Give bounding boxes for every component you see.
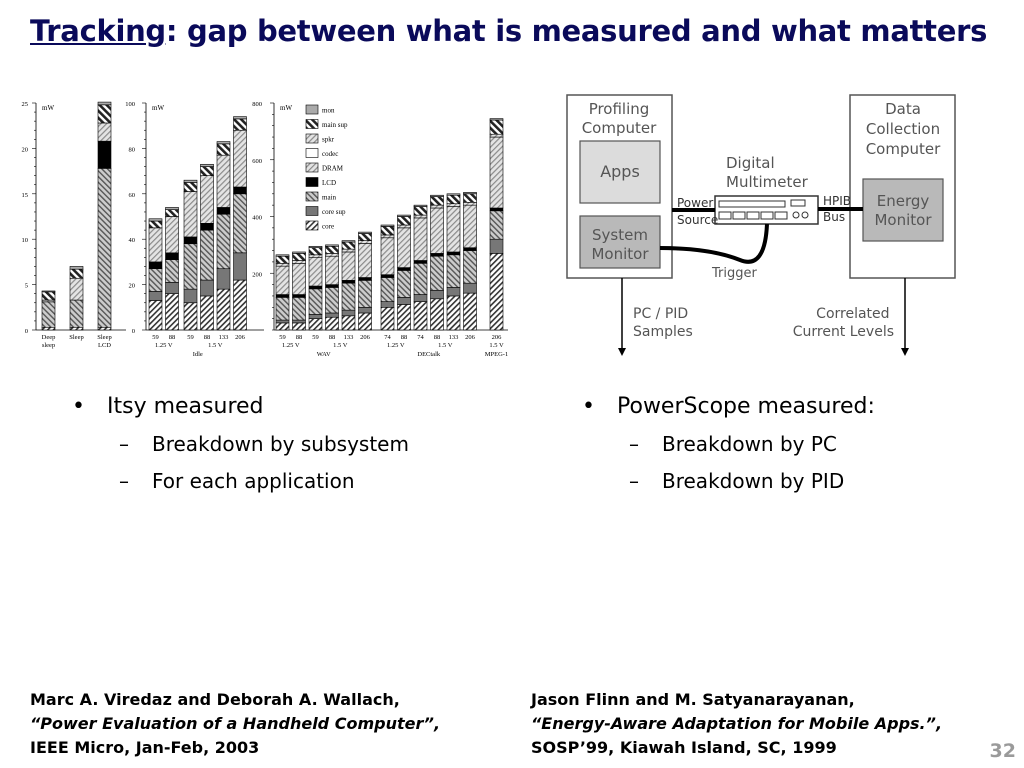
bar-segment-core bbox=[431, 299, 444, 330]
power-source-label-1: Power bbox=[677, 196, 714, 210]
y-tick-label: 10 bbox=[21, 237, 28, 245]
bar-segment-core-sup bbox=[217, 269, 230, 289]
list-item: – Breakdown by PID bbox=[629, 469, 845, 493]
bar-segment-main-sup bbox=[70, 269, 83, 278]
bar-segment-core-sup bbox=[309, 314, 322, 318]
bar-segment-main-sup bbox=[276, 256, 289, 263]
bar-segment-DRAM bbox=[309, 258, 322, 286]
y-tick-label: 0 bbox=[24, 328, 28, 335]
bar-segment-core-sup bbox=[464, 283, 477, 293]
legend-swatch bbox=[306, 207, 318, 216]
bar-segment-mon bbox=[342, 241, 355, 242]
bar-segment-core bbox=[398, 304, 411, 330]
bar-segment-mon bbox=[149, 219, 162, 221]
bar-segment-LCD bbox=[381, 275, 394, 278]
bar-segment-mon bbox=[201, 164, 214, 166]
x-group-label: 1.25 V bbox=[386, 342, 405, 349]
bar-segment-main bbox=[184, 244, 197, 289]
bar-segment-spkr bbox=[309, 255, 322, 258]
y-tick-label: 100 bbox=[125, 101, 135, 108]
bar-segment-core-sup bbox=[201, 280, 214, 296]
bar-segment-spkr bbox=[276, 263, 289, 266]
bar-segment-LCD bbox=[184, 237, 197, 244]
bar-segment-LCD bbox=[217, 207, 230, 214]
bar-segment-main-sup bbox=[398, 217, 411, 226]
bar-segment-main bbox=[42, 302, 55, 327]
bar-segment-main bbox=[464, 251, 477, 284]
bar-segment-DRAM bbox=[447, 207, 460, 252]
legend-label: DRAM bbox=[322, 164, 344, 173]
bar-segment-main bbox=[431, 256, 444, 290]
bar-segment-core bbox=[447, 296, 460, 330]
bullet-powerscope: PowerScope measured: bbox=[617, 394, 875, 419]
bar-segment-DRAM bbox=[490, 137, 503, 208]
x-tick-label: 88 bbox=[433, 334, 441, 341]
x-tick-label: 59 bbox=[152, 334, 159, 341]
x-tick-label: 133 bbox=[448, 334, 459, 341]
x-group-title: DECtalk bbox=[417, 351, 441, 358]
bar-segment-core-sup bbox=[342, 310, 355, 316]
x-tick-label: 59 bbox=[312, 334, 319, 341]
right-bullets bbox=[582, 392, 875, 496]
y-axis-label: mW bbox=[152, 104, 165, 112]
legend-swatch bbox=[306, 178, 318, 187]
bar-segment-main bbox=[359, 280, 372, 307]
bar-segment-LCD bbox=[149, 262, 162, 269]
energy-monitor-box bbox=[863, 179, 943, 241]
bar-segment-LCD bbox=[431, 253, 444, 256]
legend-swatch bbox=[306, 149, 318, 158]
system-monitor-label: System Monitor bbox=[591, 226, 649, 263]
x-tick-label: 74 bbox=[417, 334, 424, 341]
bar-segment-LCD bbox=[342, 280, 355, 283]
bar-segment-mon bbox=[42, 291, 55, 292]
bar-segment-core-sup bbox=[184, 289, 197, 303]
bar-segment-LCD bbox=[447, 252, 460, 255]
x-tick-label: LCD bbox=[98, 342, 111, 349]
bar-segment-core bbox=[326, 317, 339, 330]
bar-segment-core-sup bbox=[447, 287, 460, 296]
legend-swatch bbox=[306, 120, 318, 129]
x-group-label: 1.5 V bbox=[438, 342, 453, 349]
x-tick-label: 59 bbox=[187, 334, 194, 341]
bar-segment-spkr bbox=[293, 260, 306, 263]
bar-segment-core-sup bbox=[414, 295, 427, 302]
y-tick-label: 60 bbox=[128, 191, 135, 199]
bar-segment-core bbox=[42, 327, 55, 330]
bar-segment-main-sup bbox=[149, 221, 162, 228]
title-text: : gap between what is measured and what matters bbox=[165, 14, 988, 48]
bar-segment-spkr bbox=[414, 215, 427, 218]
bar-segment-main bbox=[309, 289, 322, 315]
sub-bullet-pc: Breakdown by PC bbox=[662, 432, 837, 456]
ref-left-title: “Power Evaluation of a Handheld Computer”, bbox=[30, 714, 441, 733]
bar-segment-main bbox=[490, 211, 503, 239]
bar-segment-LCD bbox=[276, 295, 289, 298]
reference-left bbox=[30, 688, 440, 760]
bar-segment-main-sup bbox=[464, 194, 477, 203]
bar-segment-core-sup bbox=[359, 307, 372, 313]
bar-segment-main-sup bbox=[98, 105, 111, 123]
power-source-label-2: Source bbox=[677, 213, 719, 227]
bar-segment-main-sup bbox=[490, 120, 503, 134]
bar-segment-DRAM bbox=[464, 205, 477, 248]
title-link[interactable]: Tracking bbox=[30, 14, 166, 48]
bar-segment-mon bbox=[184, 180, 197, 182]
x-group-label: 1.5 V bbox=[333, 342, 348, 349]
bar-segment-main-sup bbox=[447, 195, 460, 204]
bar-segment-spkr bbox=[359, 241, 372, 244]
bar-segment-mon bbox=[98, 102, 111, 105]
y-tick-label: 800 bbox=[252, 101, 262, 108]
bar-segment-mon bbox=[326, 245, 339, 246]
y-tick-label: 25 bbox=[21, 101, 28, 108]
sub-bullet-application: For each application bbox=[152, 469, 355, 493]
bar-segment-main-sup bbox=[309, 248, 322, 255]
bar-segment-DRAM bbox=[166, 217, 179, 253]
bar-segment-main-sup bbox=[381, 226, 394, 235]
bar-segment-DRAM bbox=[326, 256, 339, 284]
legend-swatch bbox=[306, 105, 318, 114]
legend-label: main sup bbox=[322, 121, 348, 129]
bar-segment-DRAM bbox=[276, 266, 289, 294]
x-tick-label: 133 bbox=[218, 334, 229, 341]
bar-segment-core bbox=[276, 323, 289, 330]
list-item: – For each application bbox=[119, 469, 355, 493]
bar-segment-core bbox=[149, 300, 162, 330]
y-tick-label: 5 bbox=[24, 282, 28, 290]
ref-right-authors: Jason Flinn and M. Satyanarayanan, bbox=[531, 690, 855, 709]
bar-segment-LCD bbox=[201, 223, 214, 230]
bar-segment-core-sup bbox=[381, 302, 394, 308]
y-tick-label: 0 bbox=[131, 328, 135, 335]
bar-segment-core bbox=[293, 323, 306, 330]
bar-segment-main-sup bbox=[359, 234, 372, 241]
bar-segment-core-sup bbox=[490, 239, 503, 253]
bar-segment-main bbox=[276, 297, 289, 320]
bar-segment-core bbox=[234, 280, 247, 330]
ref-right-venue: SOSP’99, Kiawah Island, SC, 1999 bbox=[531, 738, 837, 757]
x-group-label: 1.25 V bbox=[281, 342, 300, 349]
y-tick-label: 600 bbox=[252, 157, 262, 165]
bar-segment-core bbox=[166, 294, 179, 330]
y-tick-label: 20 bbox=[128, 282, 135, 290]
bar-segment-core bbox=[201, 296, 214, 330]
bar-segment-main-sup bbox=[342, 242, 355, 249]
bar-segment-core bbox=[381, 307, 394, 330]
legend-swatch bbox=[306, 134, 318, 143]
y-axis-label: mW bbox=[42, 104, 55, 112]
bar-segment-core bbox=[309, 319, 322, 330]
bar-segment-LCD bbox=[359, 278, 372, 281]
legend-label: spkr bbox=[322, 135, 335, 144]
ref-left-venue: IEEE Micro, Jan-Feb, 2003 bbox=[30, 738, 260, 757]
legend-label: main bbox=[322, 193, 336, 202]
bar-segment-mon bbox=[166, 207, 179, 209]
y-tick-label: 20 bbox=[21, 146, 28, 154]
y-tick-label: 15 bbox=[21, 191, 28, 199]
pc-pid-samples-label: PC / PID Samples bbox=[633, 306, 693, 340]
legend-swatch bbox=[306, 221, 318, 230]
legend-swatch bbox=[306, 192, 318, 201]
bar-segment-DRAM bbox=[381, 238, 394, 275]
x-tick-label: 88 bbox=[168, 334, 176, 341]
bar-segment-DRAM bbox=[414, 218, 427, 261]
x-group-title: MPEG-1 bbox=[484, 351, 509, 358]
reference-right bbox=[531, 688, 942, 760]
bar-segment-main-sup bbox=[42, 292, 55, 300]
bar-segment-main-sup bbox=[431, 197, 444, 206]
bar-segment-mon bbox=[464, 192, 477, 193]
energy-monitor-label: Energy Monitor bbox=[874, 192, 932, 229]
bar-segment-main bbox=[293, 297, 306, 320]
x-tick-label: 59 bbox=[279, 334, 286, 341]
bar-segment-mon bbox=[276, 255, 289, 256]
chart-panel-sleep bbox=[22, 101, 127, 349]
bar-segment-core bbox=[359, 313, 372, 330]
bar-segment-DRAM bbox=[217, 155, 230, 207]
bar-segment-main bbox=[414, 263, 427, 294]
apps-label: Apps bbox=[600, 162, 640, 181]
correlated-levels-label: Correlated Current Levels bbox=[792, 306, 894, 340]
y-tick-label: 40 bbox=[128, 237, 135, 245]
bar-segment-core bbox=[217, 289, 230, 330]
bar-segment-mon bbox=[414, 205, 427, 206]
profiling-computer-label: Profiling Computer bbox=[581, 100, 657, 137]
x-tick-label: 206 bbox=[360, 334, 370, 341]
bar-segment-main bbox=[217, 214, 230, 268]
bar-segment-LCD bbox=[326, 285, 339, 288]
x-tick-label: 133 bbox=[343, 334, 354, 341]
ref-right-title: “Energy-Aware Adaptation for Mobile Apps.”, bbox=[531, 714, 943, 733]
hpib-label-1: HPIB bbox=[823, 194, 852, 208]
x-tick-label: Deep bbox=[41, 334, 56, 341]
legend-label: mon bbox=[322, 106, 335, 115]
list-item: • Itsy measured bbox=[72, 394, 264, 419]
legend-label: LCD bbox=[322, 179, 336, 187]
bar-segment-mon bbox=[381, 225, 394, 226]
ref-left-authors: Marc A. Viredaz and Deborah A. Wallach, bbox=[30, 690, 400, 709]
x-group-label: 1.5 V bbox=[489, 342, 504, 349]
bar-segment-mon bbox=[431, 195, 444, 196]
bar-segment-main-sup bbox=[234, 119, 247, 130]
bar-segment-mon bbox=[398, 215, 411, 216]
bar-segment-mon bbox=[217, 142, 230, 144]
bar-segment-spkr bbox=[342, 249, 355, 252]
bar-segment-core bbox=[490, 253, 503, 330]
bar-segment-main bbox=[398, 270, 411, 297]
left-bullets bbox=[72, 392, 409, 496]
x-group-label: 1.5 V bbox=[208, 342, 223, 349]
itsy-power-chart bbox=[10, 95, 510, 367]
x-tick-label: 206 bbox=[491, 334, 502, 341]
x-tick-label: 88 bbox=[328, 334, 336, 341]
bar-segment-spkr bbox=[381, 235, 394, 238]
bar-segment-main bbox=[447, 255, 460, 288]
bar-segment-core-sup bbox=[326, 313, 339, 317]
bar-segment-mon bbox=[490, 119, 503, 120]
bar-segment-main-sup bbox=[293, 253, 306, 260]
bar-segment-DRAM bbox=[184, 192, 197, 237]
chart-panel-apps bbox=[252, 101, 508, 358]
x-tick-label: Sleep bbox=[69, 334, 84, 341]
x-tick-label: 88 bbox=[203, 334, 211, 341]
bar-segment-spkr bbox=[326, 253, 339, 256]
bar-segment-spkr bbox=[398, 225, 411, 228]
x-tick-label: 88 bbox=[400, 334, 408, 341]
bar-segment-core bbox=[342, 316, 355, 330]
bar-segment-mon bbox=[309, 246, 322, 247]
bar-segment-spkr bbox=[431, 205, 444, 208]
bar-segment-main-sup bbox=[217, 144, 230, 155]
bar-segment-DRAM bbox=[293, 263, 306, 294]
page-number: 32 bbox=[989, 740, 1016, 762]
y-tick-label: 400 bbox=[252, 214, 262, 222]
bar-segment-LCD bbox=[490, 208, 503, 211]
trigger-label: Trigger bbox=[712, 266, 757, 281]
bar-segment-LCD bbox=[234, 187, 247, 194]
bar-segment-core bbox=[70, 327, 83, 330]
bar-segment-mon bbox=[70, 266, 83, 269]
bar-segment-core bbox=[98, 327, 111, 330]
x-tick-label: Sleep bbox=[97, 334, 112, 341]
x-tick-label: sleep bbox=[41, 342, 56, 349]
list-item: • PowerScope measured: bbox=[582, 394, 875, 419]
bar-segment-LCD bbox=[293, 295, 306, 298]
x-group-title: Idle bbox=[192, 351, 203, 358]
bar-segment-main bbox=[166, 260, 179, 283]
bar-segment-mon bbox=[293, 252, 306, 253]
x-tick-label: 206 bbox=[235, 334, 245, 341]
bar-segment-spkr bbox=[447, 204, 460, 207]
bar-segment-spkr bbox=[464, 202, 477, 205]
bar-segment-core-sup bbox=[398, 297, 411, 304]
bar-segment-core-sup bbox=[234, 253, 247, 280]
legend-label: core bbox=[322, 222, 335, 231]
bar-segment-DRAM bbox=[359, 243, 372, 277]
sub-bullet-pid: Breakdown by PID bbox=[662, 469, 845, 493]
bar-segment-main-sup bbox=[166, 210, 179, 217]
chart-legend bbox=[306, 105, 348, 231]
bar-segment-core-sup bbox=[293, 320, 306, 323]
hpib-label-2: Bus bbox=[823, 210, 846, 224]
bar-segment-DRAM bbox=[398, 228, 411, 268]
powerscope-diagram bbox=[560, 88, 960, 360]
bar-segment-DRAM bbox=[149, 228, 162, 262]
bar-segment-DRAM bbox=[70, 278, 83, 300]
legend-label: codec bbox=[322, 150, 339, 158]
y-tick-label: 200 bbox=[252, 271, 262, 279]
bar-segment-DRAM bbox=[431, 208, 444, 253]
bar-segment-core-sup bbox=[276, 320, 289, 323]
bar-segment-main bbox=[70, 300, 83, 327]
y-axis-label: mW bbox=[280, 104, 293, 112]
bar-segment-main-sup bbox=[201, 167, 214, 176]
bar-segment-core-sup bbox=[149, 291, 162, 300]
bar-segment-mon bbox=[234, 117, 247, 119]
bar-segment-mon bbox=[447, 194, 460, 195]
list-item: – Breakdown by PC bbox=[629, 432, 837, 456]
bar-segment-spkr bbox=[490, 134, 503, 137]
bar-segment-core bbox=[414, 302, 427, 330]
bar-segment-main bbox=[326, 287, 339, 313]
bar-segment-mon bbox=[359, 232, 372, 233]
bar-segment-LCD bbox=[98, 141, 111, 168]
bar-segment-core bbox=[184, 303, 197, 330]
bar-segment-main-sup bbox=[326, 246, 339, 253]
bar-segment-main bbox=[98, 168, 111, 327]
x-tick-label: 74 bbox=[384, 334, 391, 341]
legend-swatch bbox=[306, 163, 318, 172]
legend-label: core sup bbox=[322, 208, 346, 216]
x-tick-label: 88 bbox=[295, 334, 303, 341]
list-item: – Breakdown by subsystem bbox=[119, 432, 409, 456]
bar-segment-main bbox=[342, 283, 355, 310]
y-tick-label: 80 bbox=[128, 146, 135, 154]
bar-segment-LCD bbox=[414, 260, 427, 263]
bar-segment-core-sup bbox=[431, 290, 444, 299]
bar-segment-DRAM bbox=[201, 176, 214, 224]
bar-segment-DRAM bbox=[98, 123, 111, 141]
bar-segment-main-sup bbox=[414, 207, 427, 216]
sub-bullet-subsystem: Breakdown by subsystem bbox=[152, 432, 409, 456]
trigger-line bbox=[660, 224, 767, 262]
bar-segment-DRAM bbox=[234, 130, 247, 187]
data-collection-computer-label: Data Collection Computer bbox=[865, 100, 941, 158]
bar-segment-DRAM bbox=[342, 252, 355, 280]
bar-segment-LCD bbox=[309, 286, 322, 289]
bar-segment-main-sup bbox=[184, 182, 197, 191]
bullet-itsy: Itsy measured bbox=[107, 394, 264, 419]
bar-segment-core-sup bbox=[166, 282, 179, 293]
digital-multimeter-label: Digital Multimeter bbox=[726, 154, 808, 191]
bar-segment-LCD bbox=[464, 248, 477, 251]
bar-segment-main bbox=[234, 194, 247, 253]
x-group-label: 1.25 V bbox=[154, 342, 173, 349]
x-tick-label: 206 bbox=[465, 334, 475, 341]
x-group-title: WAV bbox=[316, 351, 331, 358]
chart-panel-idle bbox=[125, 101, 264, 358]
bar-segment-main bbox=[381, 278, 394, 302]
slide-title bbox=[30, 14, 987, 48]
bar-segment-core bbox=[464, 293, 477, 330]
bar-segment-LCD bbox=[166, 253, 179, 260]
bar-segment-main bbox=[201, 230, 214, 280]
bar-segment-LCD bbox=[398, 268, 411, 271]
bar-segment-main bbox=[149, 269, 162, 292]
